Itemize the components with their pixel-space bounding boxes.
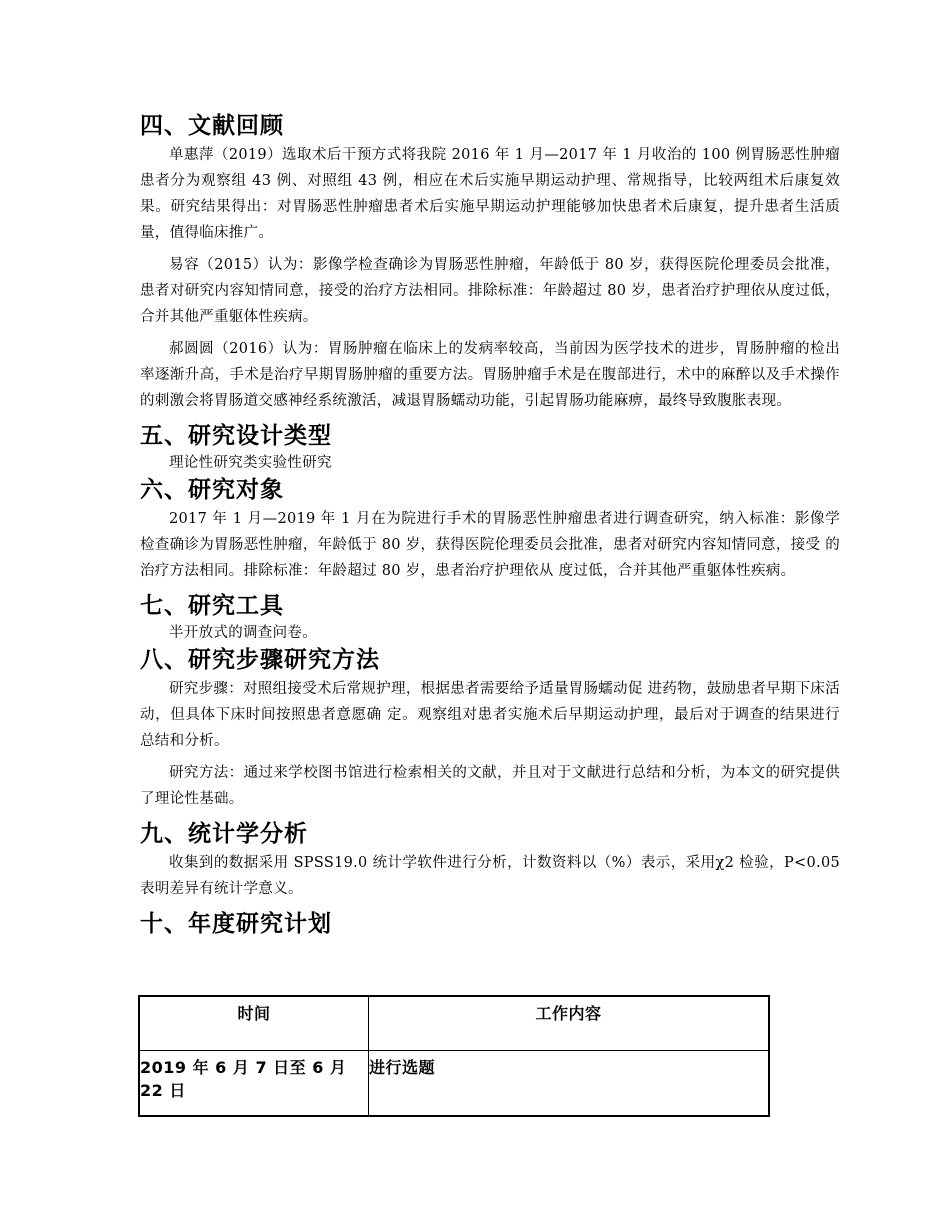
paragraph: 易容（2015）认为：影像学检查确诊为胃肠恶性肿瘤，年龄低于 80 岁，获得医院伦理委员会批准，患者对研究内容知情同意，接受的治疗方法相同。排除标准：年龄超过 80 岁，患者治疗护理依从度过低，合并其他严重躯体性疾病。 — [140, 257, 840, 325]
table-cell-work-content: 进行选题 — [369, 1051, 770, 1117]
paragraph: 2017 年 1 月—2019 年 1 月在为院进行手术的胃肠恶性肿瘤患者进行调查研究，纳入标准：影像学检查确诊为胃肠恶性肿瘤，年龄低于 80 岁，获得医院伦理委员会批准，患者对研究内容知情同意，接受 的治疗方法相同。排除标准：年龄超过 80 岁，患者治疗护理依从 度过低，合并其他严重躯体性疾病。 — [140, 511, 840, 579]
section-heading-annual-plan: 十、年度研究计划 — [140, 911, 332, 937]
table-header-work-content: 工作内容 — [369, 996, 770, 1051]
section-heading-literature-review: 四、文献回顾 — [140, 113, 284, 139]
paragraph: 半开放式的调查问卷。 — [169, 625, 317, 641]
paragraph: 收集到的数据采用 SPSS19.0 统计学软件进行分析，计数资料以（%）表示，采用χ2 检验，P<0.05 表明差异有统计学意义。 — [140, 855, 840, 897]
paragraph: 研究步骤：对照组接受术后常规护理，根据患者需要给予适量胃肠蠕动促 进药物，鼓励患者早期下床活动，但具体下床时间按照患者意愿确 定。观察组对患者实施术后早期运动护理，最后对于调查的结果进行总结和分析。 — [140, 681, 840, 749]
section-heading-statistics: 九、统计学分析 — [140, 821, 308, 847]
section-heading-steps-methods: 八、研究步骤研究方法 — [140, 647, 380, 673]
paragraph: 研究方法：通过来学校图书馆进行检索相关的文献，并且对于文献进行总结和分析，为本文的研究提供了理论性基础。 — [140, 765, 840, 807]
section-heading-tools: 七、研究工具 — [140, 593, 284, 619]
paragraph: 理论性研究类实验性研究 — [169, 455, 332, 471]
section-heading-subjects: 六、研究对象 — [140, 477, 284, 503]
table-header-row — [139, 996, 769, 1051]
table-cell-time: 2019 年 6 月 7 日至 6 月 22 日 — [139, 1051, 369, 1117]
table-row — [139, 1051, 769, 1117]
annual-plan-table — [138, 995, 770, 1117]
section-heading-design-type: 五、研究设计类型 — [140, 423, 332, 449]
document-body — [140, 110, 840, 940]
table-header-time: 时间 — [139, 996, 369, 1051]
paragraph: 郝圆圆（2016）认为：胃肠肿瘤在临床上的发病率较高，当前因为医学技术的进步，胃肠肿瘤的检出率逐渐升高，手术是治疗早期胃肠肿瘤的重要方法。胃肠肿瘤手术是在腹部进行，术中的麻醉以及手术操作的刺激会将胃肠道交感神经系统激活，减退胃肠蠕动功能，引起胃肠功能麻痹，最终导致腹胀表现。 — [140, 341, 840, 409]
paragraph: 单惠萍（2019）选取术后干预方式将我院 2016 年 1 月—2017 年 1 月收治的 100 例胃肠恶性肿瘤患者分为观察组 43 例、对照组 43 例，相应在术后实施早期运动护理、常规指导，比较两组术后康复效果。研究结果得出：对胃肠恶性肿瘤患者术后实施早期运动护理能够加快患者术后康复，提升患者生活质量，值得临床推广。 — [140, 147, 840, 241]
